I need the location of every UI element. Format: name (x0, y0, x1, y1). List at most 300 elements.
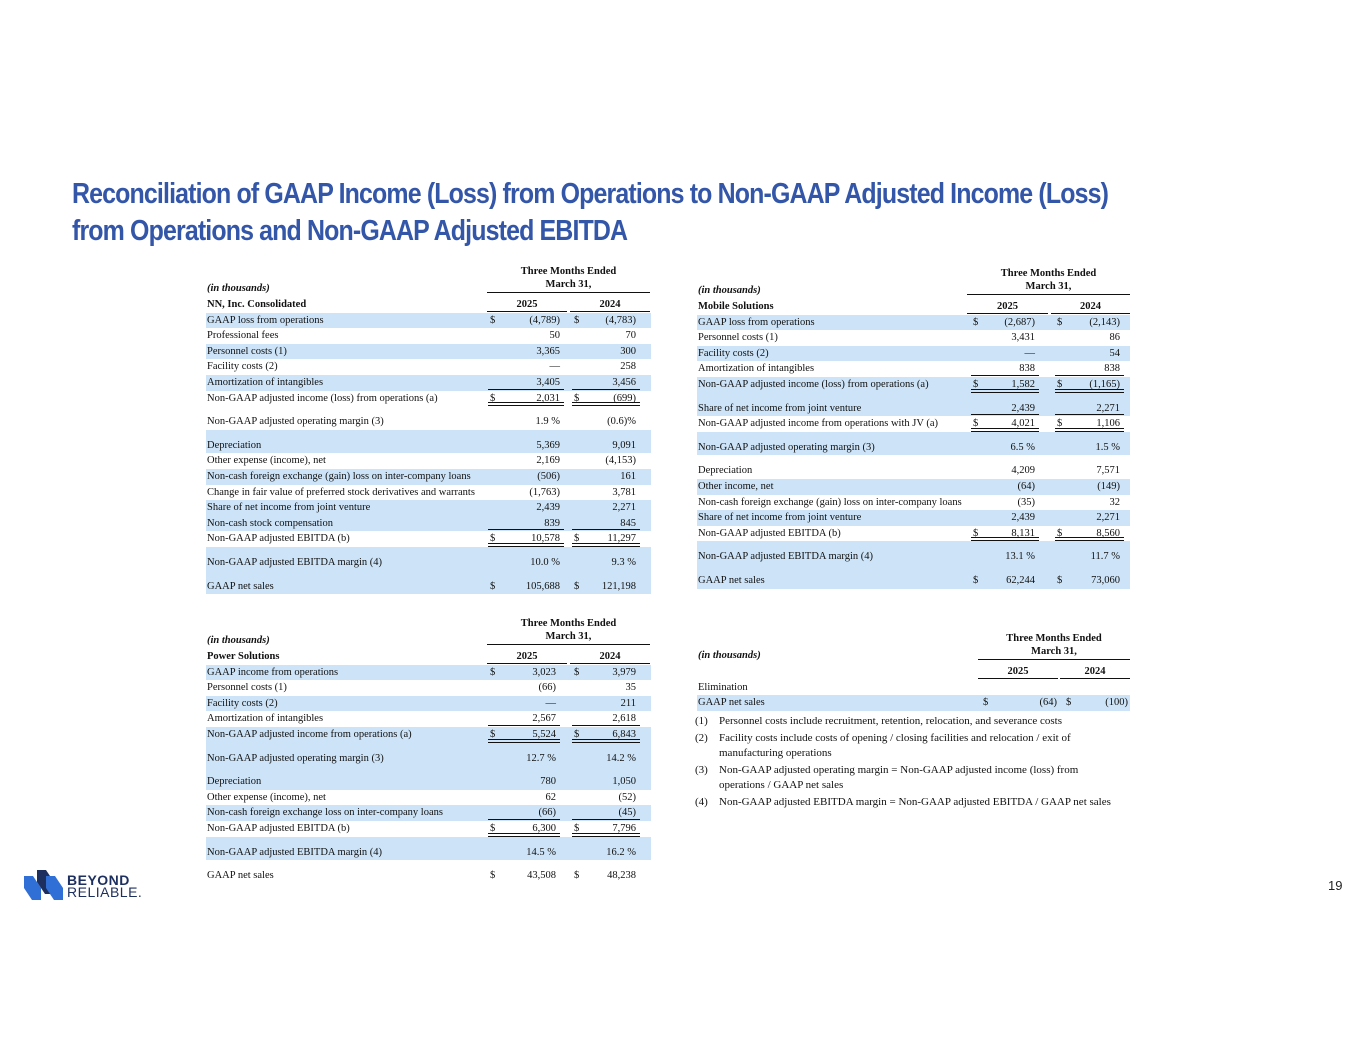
units-label: (in thousands) (698, 285, 761, 296)
value-2025: 2,031 (536, 392, 560, 404)
value-2025: (64) (1039, 697, 1057, 709)
value-2025: 6.5 % (1010, 441, 1035, 453)
value-2024: 73,060 (1091, 574, 1120, 586)
value-2024: 1,106 (1096, 418, 1120, 430)
subtotal-underline (572, 819, 640, 820)
table-row-non-cash-foreign-exchange-loss-on-inter-company-loans (206, 805, 651, 821)
table-row-share-of-net-income-from-joint-venture (697, 401, 1130, 417)
row-label: GAAP net sales (207, 580, 274, 592)
table-consolidated (206, 263, 651, 594)
value-2024: (2,143) (1089, 316, 1120, 328)
table-row-other-income-net (697, 479, 1130, 495)
year-underline (1060, 678, 1130, 679)
period-line-1: Three Months Ended (1006, 633, 1102, 644)
row-label: Non-GAAP adjusted income (loss) from operations (a) (207, 392, 438, 404)
page-title-line-2: from Operations and Non-GAAP Adjusted EBITDA (72, 215, 628, 247)
period-heading (978, 632, 1130, 660)
row-label: Professional fees (207, 330, 279, 342)
value-2024: (4,783) (605, 314, 636, 326)
segment-name: Mobile Solutions (698, 301, 774, 312)
table-row-other-expense-income-net (206, 790, 651, 806)
value-2024: (4,153) (605, 455, 636, 467)
value-2024: (149) (1097, 480, 1120, 492)
row-spacer (206, 766, 651, 774)
table-row-non-cash-stock-compensation (206, 516, 651, 532)
table-row-other-expense-income-net (206, 453, 651, 469)
value-2025: (64) (1017, 480, 1035, 492)
value-2025: 838 (1019, 363, 1035, 375)
period-line-2: March 31, (545, 631, 592, 642)
value-2025: 2,439 (1011, 402, 1035, 414)
row-spacer (206, 547, 651, 555)
value-2025: 5,369 (536, 439, 560, 451)
footnote-item (695, 763, 1115, 793)
currency-symbol-2025: $ (490, 666, 496, 678)
year-underline (967, 313, 1048, 314)
row-label: GAAP loss from operations (698, 316, 815, 328)
row-spacer (206, 406, 651, 414)
value-2024: 70 (625, 330, 636, 342)
value-2025: 3,405 (536, 376, 560, 388)
subtotal-underline (488, 529, 564, 530)
row-label: Non-GAAP adjusted operating margin (3) (207, 752, 384, 764)
value-2025: 3,365 (536, 345, 560, 357)
table-row-amortization-of-intangibles (206, 375, 651, 391)
value-2025: (4,789) (529, 314, 560, 326)
value-2024: 7,571 (1096, 465, 1120, 477)
year-underline (570, 663, 650, 664)
row-label: Non-GAAP adjusted income from operations (a) (207, 728, 412, 740)
value-2025: 4,209 (1011, 465, 1035, 477)
row-label: Non-GAAP adjusted EBITDA margin (4) (207, 846, 382, 858)
currency-symbol-2024: $ (574, 666, 580, 678)
row-label: Share of net income from joint venture (207, 502, 371, 514)
table-row-gaap-loss-from-operations (697, 315, 1130, 331)
value-2025: 2,169 (536, 455, 560, 467)
table-row-personnel-costs-1 (206, 680, 651, 696)
table-row-gaap-net-sales (697, 573, 1130, 589)
footnote-item (695, 795, 1115, 810)
value-2025: 14.5 % (526, 846, 556, 858)
value-2024: 48,238 (607, 870, 636, 882)
footnote-number: (3) (695, 764, 708, 776)
table-header (697, 265, 1130, 299)
row-label: Non-cash foreign exchange loss on inter-company loans (207, 807, 443, 819)
row-label: Depreciation (698, 465, 753, 477)
table-row-share-of-net-income-from-joint-venture (206, 500, 651, 516)
units-label: (in thousands) (207, 635, 270, 646)
value-2025: 3,023 (532, 666, 556, 678)
row-label: Other income, net (698, 480, 774, 492)
currency-symbol-2024: $ (574, 533, 580, 545)
row-label: GAAP income from operations (207, 666, 339, 678)
subtotal-underline (488, 819, 560, 820)
table-row-non-gaap-adjusted-ebitda-b (697, 526, 1130, 542)
row-label: Change in fair value of preferred stock derivatives and warrants (207, 486, 475, 498)
table-row-gaap-net-sales (697, 695, 1130, 711)
row-label: Amortization of intangibles (207, 376, 324, 388)
value-2024: 3,781 (612, 486, 636, 498)
currency-symbol-2025: $ (973, 418, 979, 430)
page-number: 19 (1328, 878, 1343, 893)
year-2025-heading: 2025 (516, 299, 538, 310)
table-row-professional-fees (206, 328, 651, 344)
row-label: Non-GAAP adjusted income from operations with JV (a) (698, 418, 938, 430)
row-label: Non-cash foreign exchange (gain) loss on inter-company loans (207, 470, 471, 482)
value-2025: 12.7 % (526, 752, 556, 764)
table-row-gaap-net-sales (206, 868, 651, 884)
value-2025: 2,439 (1011, 512, 1035, 524)
table-row-non-gaap-adjusted-operating-margin-3 (206, 751, 651, 767)
value-2024: 258 (620, 361, 636, 373)
table-row-gaap-income-from-operations (206, 665, 651, 681)
value-2024: 1.5 % (1095, 441, 1120, 453)
value-2024: 300 (620, 345, 636, 357)
value-2024: (1,165) (1089, 378, 1120, 390)
row-label: Personnel costs (1) (207, 345, 287, 357)
currency-symbol-2024: $ (1057, 574, 1063, 586)
footnote-text: Non-GAAP adjusted EBITDA margin = Non-GAAP adjusted EBITDA / GAAP net sales (719, 796, 1111, 808)
value-2025: (35) (1017, 496, 1035, 508)
row-spacer (206, 571, 651, 579)
page-title (72, 176, 1109, 250)
row-label: Elimination (698, 681, 748, 693)
row-label: Depreciation (207, 776, 262, 788)
table-row-facility-costs-2 (206, 359, 651, 375)
table-row-non-gaap-adjusted-operating-margin-3 (697, 440, 1130, 456)
value-2024: (0.6)% (607, 416, 636, 428)
subtotal-underline (488, 725, 560, 726)
row-label: Other expense (income), net (207, 791, 326, 803)
value-2025: 1.9 % (535, 416, 560, 428)
value-2025: 10,578 (531, 533, 560, 545)
value-2025: 4,021 (1011, 418, 1035, 430)
table-row-non-gaap-adjusted-ebitda-margin-4 (206, 845, 651, 861)
logo-word-beyond: BEYOND (67, 872, 130, 888)
currency-symbol-2025: $ (490, 392, 496, 404)
value-2024: 2,271 (612, 502, 636, 514)
table-row-personnel-costs-1 (697, 330, 1130, 346)
value-2024: 9,091 (612, 439, 636, 451)
subtotal-underline (1055, 414, 1124, 415)
value-2025: (66) (538, 807, 556, 819)
row-label: Amortization of intangibles (207, 713, 324, 725)
row-label: Non-GAAP adjusted EBITDA (b) (698, 527, 841, 539)
value-2025: (506) (537, 470, 560, 482)
footnote-item (695, 731, 1115, 761)
value-2025: 1,582 (1011, 378, 1035, 390)
period-line-2: March 31, (1025, 281, 1072, 292)
table-row-amortization-of-intangibles (697, 361, 1130, 377)
value-2025: 62,244 (1006, 574, 1035, 586)
value-2025: 105,688 (525, 580, 560, 592)
value-2024: 838 (1104, 363, 1120, 375)
value-2025: 43,508 (527, 870, 556, 882)
value-2025: 62 (545, 791, 556, 803)
year-2025-heading: 2025 (997, 301, 1018, 312)
year-2024-heading: 2024 (599, 299, 621, 310)
value-2024: 14.2 % (606, 752, 636, 764)
value-2024: 845 (620, 517, 636, 529)
footnotes (695, 714, 1115, 812)
period-line-2: March 31, (545, 279, 592, 290)
row-spacer (697, 565, 1130, 573)
table-elimination (697, 630, 1130, 711)
value-2025: — (549, 361, 560, 373)
subtotal-underline (488, 389, 564, 390)
year-header-row (206, 297, 651, 313)
row-label: Share of net income from joint venture (698, 512, 862, 524)
row-label: Non-GAAP adjusted EBITDA (b) (207, 822, 350, 834)
table-row-non-gaap-adjusted-income-from-operations-a (206, 727, 651, 743)
table-row-non-gaap-adjusted-ebitda-margin-4 (206, 555, 651, 571)
table-row-depreciation (206, 438, 651, 454)
value-2025: — (545, 697, 556, 709)
table-row-facility-costs-2 (206, 696, 651, 712)
row-label: Non-GAAP adjusted income (loss) from operations (a) (698, 378, 929, 390)
year-header-row (697, 299, 1130, 315)
currency-symbol-2024: $ (1057, 378, 1063, 390)
row-label: Facility costs (2) (207, 697, 278, 709)
table-row-non-gaap-adjusted-ebitda-b (206, 531, 651, 547)
row-label: Non-GAAP adjusted operating margin (3) (698, 441, 875, 453)
currency-symbol-2025: $ (490, 580, 496, 592)
row-label: Facility costs (2) (207, 361, 278, 373)
page-title-line-1: Reconciliation of GAAP Income (Loss) from Operations to Non-GAAP Adjusted Income (Loss) (72, 178, 1109, 210)
period-heading (967, 267, 1130, 295)
currency-symbol-2025: $ (490, 822, 496, 834)
footnote-text: Non-GAAP adjusted operating margin = Non-GAAP adjusted income (loss) from operations / GAAP net sales (719, 764, 1079, 791)
value-2024: 35 (625, 682, 636, 694)
row-label: Facility costs (2) (698, 347, 769, 359)
units-label: (in thousands) (207, 283, 270, 294)
value-2024: 161 (620, 470, 636, 482)
currency-symbol-2024: $ (1066, 697, 1072, 709)
value-2024: 2,618 (612, 713, 636, 725)
currency-symbol-2024: $ (1057, 418, 1063, 430)
value-2025: 3,431 (1011, 332, 1035, 344)
value-2024: (100) (1105, 697, 1128, 709)
value-2025: 2,439 (536, 502, 560, 514)
currency-symbol-2024: $ (574, 728, 580, 740)
period-underline (487, 292, 650, 293)
year-2024-heading: 2024 (599, 651, 621, 662)
currency-symbol-2024: $ (1057, 527, 1063, 539)
table-row-gaap-net-sales (206, 579, 651, 595)
subtotal-underline (971, 375, 1039, 376)
row-label: GAAP net sales (698, 697, 765, 709)
row-label: Non-GAAP adjusted EBITDA (b) (207, 533, 350, 545)
period-line-1: Three Months Ended (520, 266, 617, 277)
footnote-number: (2) (695, 732, 708, 744)
value-2025: 8,131 (1011, 527, 1035, 539)
logo-word-reliable: RELIABLE. (67, 884, 143, 900)
row-spacer (206, 743, 651, 751)
subtotal-underline (572, 389, 640, 390)
row-label: Non-GAAP adjusted EBITDA margin (4) (207, 556, 382, 568)
year-underline (978, 678, 1058, 679)
row-label: Depreciation (207, 439, 262, 451)
value-2025: 13.1 % (1005, 551, 1035, 563)
row-label: Share of net income from joint venture (698, 402, 862, 414)
value-2024: 2,271 (1096, 512, 1120, 524)
currency-symbol-2024: $ (574, 870, 580, 882)
units-label: (in thousands) (698, 650, 761, 661)
currency-symbol-2024: $ (574, 392, 580, 404)
value-2024: 6,843 (612, 728, 636, 740)
row-spacer (206, 860, 651, 868)
currency-symbol-2024: $ (574, 580, 580, 592)
value-2024: 211 (620, 697, 636, 709)
year-underline (487, 311, 567, 312)
table-row-non-gaap-adjusted-income-loss-from-operations-a (206, 391, 651, 407)
row-label: GAAP net sales (698, 574, 765, 586)
period-heading (487, 617, 650, 645)
table-row-depreciation (697, 463, 1130, 479)
value-2025: (66) (538, 682, 556, 694)
row-label: Non-GAAP adjusted operating margin (3) (207, 416, 384, 428)
currency-symbol-2024: $ (574, 822, 580, 834)
table-row-amortization-of-intangibles (206, 711, 651, 727)
year-2025-heading: 2025 (1007, 666, 1029, 677)
value-2024: 11,297 (607, 533, 636, 545)
row-label: Amortization of intangibles (698, 363, 815, 375)
value-2024: 8,560 (1096, 527, 1120, 539)
currency-symbol-2024: $ (1057, 316, 1063, 328)
period-underline (487, 644, 650, 645)
year-underline (570, 311, 650, 312)
row-label: Non-cash foreign exchange (gain) loss on inter-company loans (698, 496, 962, 508)
period-heading (487, 265, 650, 293)
footnote-text: Personnel costs include recruitment, retention, relocation, and severance costs (719, 715, 1063, 727)
value-2024: (699) (613, 392, 636, 404)
value-2025: 839 (544, 517, 560, 529)
footnote-item (695, 714, 1115, 729)
footnote-number: (1) (695, 715, 708, 727)
currency-symbol-2024: $ (574, 314, 580, 326)
row-spacer (206, 430, 651, 438)
currency-symbol-2025: $ (973, 574, 979, 586)
value-2024: 121,198 (601, 580, 636, 592)
row-label: GAAP net sales (207, 870, 274, 882)
row-spacer (697, 432, 1130, 440)
table-mobile (697, 265, 1130, 589)
value-2024: (45) (618, 807, 636, 819)
currency-symbol-2025: $ (490, 728, 496, 740)
year-2025-heading: 2025 (516, 651, 538, 662)
table-row-gaap-loss-from-operations (206, 313, 651, 329)
currency-symbol-2025: $ (983, 697, 989, 709)
footnote-number: (4) (695, 796, 708, 808)
table-row-non-gaap-adjusted-ebitda-margin-4 (697, 549, 1130, 565)
row-spacer (697, 541, 1130, 549)
table-header (206, 263, 651, 297)
value-2024: 11.7 % (1090, 551, 1120, 563)
value-2025: 5,524 (532, 728, 556, 740)
currency-symbol-2025: $ (973, 527, 979, 539)
row-label: Personnel costs (1) (698, 332, 778, 344)
table-row-change-in-fair-value-of-preferred-stock-derivatives-and-warrants (206, 485, 651, 501)
table-row-facility-costs-2 (697, 346, 1130, 362)
period-underline (978, 659, 1130, 660)
year-header-row (206, 649, 651, 665)
segment-name: NN, Inc. Consolidated (207, 299, 307, 310)
company-logo (24, 870, 174, 902)
year-2024-heading: 2024 (1080, 301, 1101, 312)
table-row-non-gaap-adjusted-ebitda-b (206, 821, 651, 837)
period-line-1: Three Months Ended (520, 618, 617, 629)
value-2025: 50 (549, 330, 560, 342)
row-label: Personnel costs (1) (207, 682, 287, 694)
value-2024: 86 (1109, 332, 1120, 344)
table-header (697, 630, 1130, 664)
currency-symbol-2025: $ (490, 870, 496, 882)
value-2024: 54 (1109, 347, 1120, 359)
year-underline (487, 663, 567, 664)
value-2025: 10.0 % (530, 556, 560, 568)
value-2024: 2,271 (1096, 402, 1120, 414)
value-2024: 3,979 (612, 666, 636, 678)
table-row-share-of-net-income-from-joint-venture (697, 510, 1130, 526)
row-label: Non-cash stock compensation (207, 517, 333, 529)
subtotal-underline (1055, 375, 1124, 376)
value-2025: 6,300 (532, 822, 556, 834)
table-row-non-gaap-adjusted-operating-margin-3 (206, 414, 651, 430)
table-header (206, 615, 651, 649)
value-2024: (52) (618, 791, 636, 803)
nn-logo-icon (24, 870, 64, 900)
year-header-row (697, 664, 1130, 680)
value-2025: 2,567 (532, 713, 556, 725)
currency-symbol-2025: $ (490, 314, 496, 326)
table-row-non-cash-foreign-exchange-gain-loss-on-inter-company-loans (697, 495, 1130, 511)
value-2024: 1,050 (612, 776, 636, 788)
table-row-elimination (697, 680, 1130, 696)
currency-symbol-2025: $ (490, 533, 496, 545)
value-2024: 16.2 % (606, 846, 636, 858)
value-2025: (2,687) (1004, 316, 1035, 328)
row-spacer (697, 455, 1130, 463)
footnote-text: Facility costs include costs of opening / closing facilities and relocation / exit of manufacturing operations (719, 732, 1071, 759)
table-power (206, 615, 651, 884)
row-label: GAAP loss from operations (207, 314, 324, 326)
value-2025: 780 (540, 776, 556, 788)
value-2024: 3,456 (612, 376, 636, 388)
value-2024: 7,796 (612, 822, 636, 834)
currency-symbol-2025: $ (973, 378, 979, 390)
period-line-2: March 31, (1031, 646, 1077, 657)
subtotal-underline (572, 725, 640, 726)
row-label: Non-GAAP adjusted EBITDA margin (4) (698, 551, 873, 563)
currency-symbol-2025: $ (973, 316, 979, 328)
subtotal-underline (971, 414, 1039, 415)
segment-name: Power Solutions (207, 651, 280, 662)
value-2024: 9.3 % (611, 556, 636, 568)
row-label: Other expense (income), net (207, 455, 326, 467)
value-2025: — (1024, 347, 1035, 359)
table-row-non-gaap-adjusted-income-loss-from-operations-a (697, 377, 1130, 393)
year-2024-heading: 2024 (1084, 666, 1106, 677)
row-spacer (206, 837, 651, 845)
table-row-non-cash-foreign-exchange-gain-loss-on-inter-company-loans (206, 469, 651, 485)
year-underline (1051, 313, 1130, 314)
subtotal-underline (572, 529, 640, 530)
value-2025: (1,763) (529, 486, 560, 498)
period-line-1: Three Months Ended (1000, 268, 1097, 279)
row-spacer (697, 393, 1130, 401)
period-underline (967, 294, 1130, 295)
value-2024: 32 (1109, 496, 1120, 508)
